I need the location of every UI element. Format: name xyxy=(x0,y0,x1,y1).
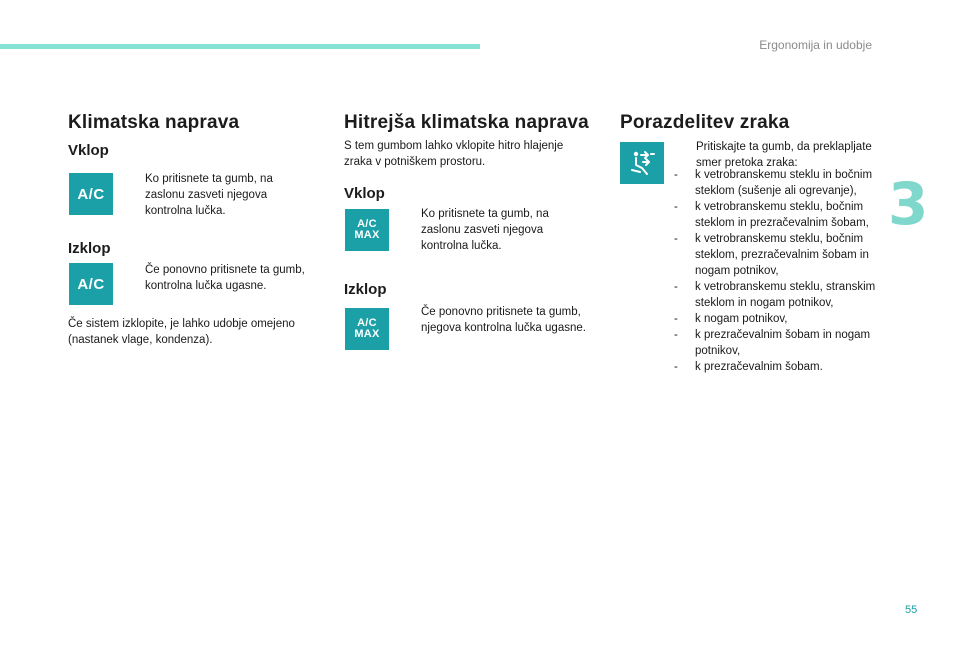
air-direction-list xyxy=(674,167,894,375)
ac-max-line2: MAX xyxy=(354,328,380,340)
col1-on-heading: Vklop xyxy=(68,142,109,159)
col1-on-item xyxy=(123,171,293,219)
col1-off-heading: Izklop xyxy=(68,240,111,257)
list-item xyxy=(674,359,894,375)
ac-button-icon xyxy=(69,173,113,215)
ac-max-line1: A/C xyxy=(357,317,377,329)
col2-off-item xyxy=(399,304,599,336)
page-number: 55 xyxy=(905,604,918,616)
dash: - xyxy=(674,233,678,245)
list-item xyxy=(674,231,894,279)
list-item xyxy=(674,311,894,327)
dash: - xyxy=(674,281,678,293)
dash: - xyxy=(674,361,678,373)
col2-on-heading: Vklop xyxy=(344,185,385,202)
list-item-text: k nogam potnikov, xyxy=(695,313,788,325)
col2-on-item xyxy=(399,206,574,254)
ac-max-line2: MAX xyxy=(354,229,380,241)
list-item-text: k prezračevalnim šobam in nogam potnikov, xyxy=(695,329,871,357)
column-hitrejsa xyxy=(344,112,604,134)
ac-button-label: A/C xyxy=(77,275,105,293)
list-item xyxy=(674,279,894,311)
ac-max-button-icon xyxy=(345,308,389,350)
section-title: Ergonomija in udobje xyxy=(759,38,872,52)
column-klimatska xyxy=(68,112,318,134)
list-item-text: k vetrobranskemu steklu in bočnim steklom (sušenje ali ogrevanje), xyxy=(695,169,873,197)
header-accent-bar xyxy=(0,44,480,49)
dash: - xyxy=(674,169,678,181)
col3-text: Pritiskajte ta gumb, da preklapljate smer pretoka zraka: xyxy=(696,141,872,169)
list-item-text: k prezračevalnim šobam. xyxy=(695,361,823,373)
list-item-text: k vetrobranskemu steklu, bočnim steklom in prezračevalnim šobam, xyxy=(695,201,869,229)
air-distribution-icon xyxy=(620,142,664,184)
dash: - xyxy=(674,329,678,341)
chapter-number: 3 xyxy=(888,170,929,238)
col1-note: Če sistem izklopite, je lahko udobje omejeno (nastanek vlage, kondenza). xyxy=(68,318,295,346)
col1-off-item xyxy=(123,262,318,294)
dash: - xyxy=(674,201,678,213)
ac-button-label: A/C xyxy=(77,185,105,203)
list-item-text: k vetrobranskemu steklu, bočnim steklom, prezračevalnim šobam in nogam potnikov, xyxy=(695,233,869,277)
dash: - xyxy=(674,313,678,325)
col1-off-text: Če ponovno pritisnete ta gumb, kontrolna lučka ugasne. xyxy=(145,264,305,292)
col2-on-text: Ko pritisnete ta gumb, na zaslonu zasveti njegova kontrolna lučka. xyxy=(421,208,549,252)
air-distribution-icon xyxy=(627,149,657,177)
col2-intro: S tem gumbom lahko vklopite hitro hlajenje zraka v potniškem prostoru. xyxy=(344,140,564,168)
list-item xyxy=(674,167,894,199)
ac-max-line1: A/C xyxy=(357,218,377,230)
list-item-text: k vetrobranskemu steklu, stranskim steklom in nogam potnikov, xyxy=(695,281,876,309)
list-item xyxy=(674,199,894,231)
col1-on-text: Ko pritisnete ta gumb, na zaslonu zasveti njegova kontrolna lučka. xyxy=(145,173,273,217)
col2-off-text: Če ponovno pritisnete ta gumb, njegova kontrolna lučka ugasne. xyxy=(421,306,586,334)
column-porazdelitev xyxy=(620,112,880,134)
col3-title: Porazdelitev zraka xyxy=(620,112,790,133)
col2-off-heading: Izklop xyxy=(344,281,387,298)
col1-title: Klimatska naprava xyxy=(68,112,240,133)
col2-title: Hitrejša klimatska naprava xyxy=(344,112,589,133)
ac-button-icon xyxy=(69,263,113,305)
list-item xyxy=(674,327,894,359)
ac-max-button-icon xyxy=(345,209,389,251)
